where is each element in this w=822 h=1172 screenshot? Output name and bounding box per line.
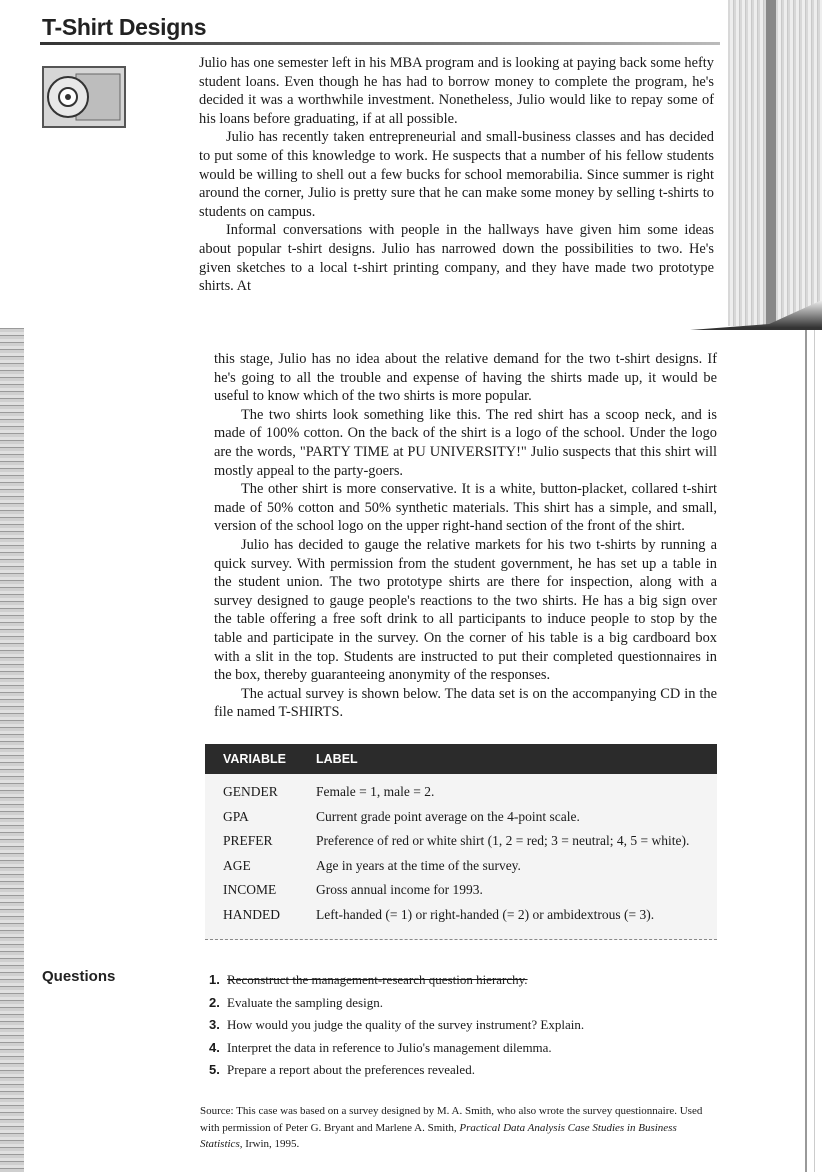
list-item <box>209 1062 729 1085</box>
list-item <box>209 995 729 1018</box>
intro-paragraph-1: Julio has one semester left in his MBA program and is looking at paying back some hefty student loans. Even though he has had to borrow money to complete the program, he's decided it was a worthwhile investment. Nonetheless, Julio would like to repay some of his loans before graduating, if at all possible. <box>199 55 714 127</box>
question-text: Evaluate the sampling design. <box>227 994 383 1010</box>
body-text <box>214 350 717 722</box>
table-row <box>205 780 717 805</box>
page-title: T-Shirt Designs <box>42 14 207 40</box>
question-text: Prepare a report about the preferences revealed. <box>227 1062 475 1078</box>
variable-label: Preference of red or white shirt (1, 2 = red; 3 = neutral; 4, 5 = white). <box>316 833 690 849</box>
binding-line <box>805 330 807 1172</box>
table-header <box>205 744 717 774</box>
variable-label: Gross annual income for 1993. <box>316 882 483 898</box>
table-row <box>205 829 717 854</box>
list-item <box>209 1040 729 1063</box>
body-paragraph-5: The actual survey is shown below. The data set is on the accompanying CD in the file named T-SHIRTS. <box>214 685 717 721</box>
source-publisher: Irwin, 1995. <box>245 1138 300 1150</box>
question-number: 5. <box>209 1062 220 1078</box>
question-text: Reconstruct the management-research question hierarchy. <box>227 972 528 987</box>
body-paragraph-3: The other shirt is more conservative. It is a white, button-placket, collared t-shirt made of 50% cotton and 50% synthetic materials. This shirt has a simple, and small, version of the school logo on the upper right-hand section of the front of the shirt. <box>214 481 717 535</box>
variable-name: GENDER <box>223 784 278 800</box>
source-text: Source: This case was based on a survey designed by M. A. Smith, who also wrote the survey questionnaire. Used with permission of Peter G. Bryant and Marlene A. Smith, <box>200 1105 703 1134</box>
table-row <box>205 854 717 879</box>
question-text: How would you judge the quality of the survey instrument? Explain. <box>227 1017 585 1033</box>
title-rule <box>40 42 720 45</box>
binding-line-secondary <box>814 330 815 1172</box>
question-number: 2. <box>209 994 220 1010</box>
body-paragraph-4: Julio has decided to gauge the relative markets for his two t-shirts by running a quick survey. With permission from the student government, he has set up a table in the student union. The two prototype shirts are there for inspection, along with a survey designed to gauge people's reactions to the two shirts. He has a big sign over the table offering a free soft drink to all participants to induce people to stop by the table and participate in the survey. On the corner of his table is a big cardboard box with a slit in the top. Students are instructed to put their completed questionnaires in the box, thereby guaranteeing anonymity of the responses. <box>214 536 717 684</box>
intro-paragraph-3: Informal conversations with people in the hallways have given him some ideas about popular t-shirt designs. Julio has narrowed down the possibilities to two. He's given sketches to a local t-shirt printing company, and they have made two prototype shirts. At <box>199 222 714 295</box>
body-paragraph-1: this stage, Julio has no idea about the relative demand for the two t-shirt designs. If he's going to all the trouble and expense of having the shirts made up, it would be useful to know which of the two shirts is more popular. <box>214 351 717 405</box>
variable-label: Age in years at the time of the survey. <box>316 857 521 873</box>
variable-name: HANDED <box>223 906 280 922</box>
variable-name: AGE <box>223 857 251 873</box>
variable-label: Current grade point average on the 4-point scale. <box>316 808 580 824</box>
intro-text <box>199 54 714 296</box>
scan-edge-right <box>728 0 822 326</box>
header-variable: VARIABLE <box>223 752 286 766</box>
scan-edge-left <box>0 328 24 1172</box>
table-row <box>205 878 717 903</box>
question-text: Interpret the data in reference to Julio's management dilemma. <box>227 1039 552 1055</box>
variable-label: Female = 1, male = 2. <box>316 784 435 800</box>
variable-table <box>205 744 717 940</box>
body-paragraph-2: The two shirts look something like this. The red shirt has a scoop neck, and is made of 100% cotton. On the back of the shirt is a logo of the school. Under the logo are the words, "PARTY TIME at PU UNIVERSITY!" Julio suspects that this shirt will mostly appeal to the party-goers. <box>214 406 717 479</box>
table-row <box>205 903 717 928</box>
intro-paragraph-2: Julio has recently taken entrepreneurial and small-business classes and has decided to put some of this knowledge to work. He suspects that a number of his fellow students would be willing to shell out a few bucks for school memorabilia. Since summer is right around the corner, Julio is pretty sure that he can make some money by selling t-shirts to students on campus. <box>199 129 714 220</box>
variable-label: Left-handed (= 1) or right-handed (= 2) or ambidextrous (= 3). <box>316 906 655 922</box>
question-number: 1. <box>209 972 220 987</box>
list-item <box>209 972 729 995</box>
questions-list <box>209 972 729 1085</box>
table-body <box>205 774 717 940</box>
question-number: 4. <box>209 1039 220 1055</box>
table-row <box>205 805 717 830</box>
source-note <box>200 1103 715 1153</box>
question-number: 3. <box>209 1017 220 1033</box>
variable-name: PREFER <box>223 833 273 849</box>
header-label: LABEL <box>316 752 358 766</box>
list-item <box>209 1017 729 1040</box>
questions-heading: Questions <box>42 968 116 985</box>
cd-disc-icon <box>42 66 126 128</box>
variable-name: INCOME <box>223 882 277 898</box>
variable-name: GPA <box>223 808 249 824</box>
source-book-title: Practical Data Analysis Case Studies in Business Statistics, <box>200 1121 677 1150</box>
